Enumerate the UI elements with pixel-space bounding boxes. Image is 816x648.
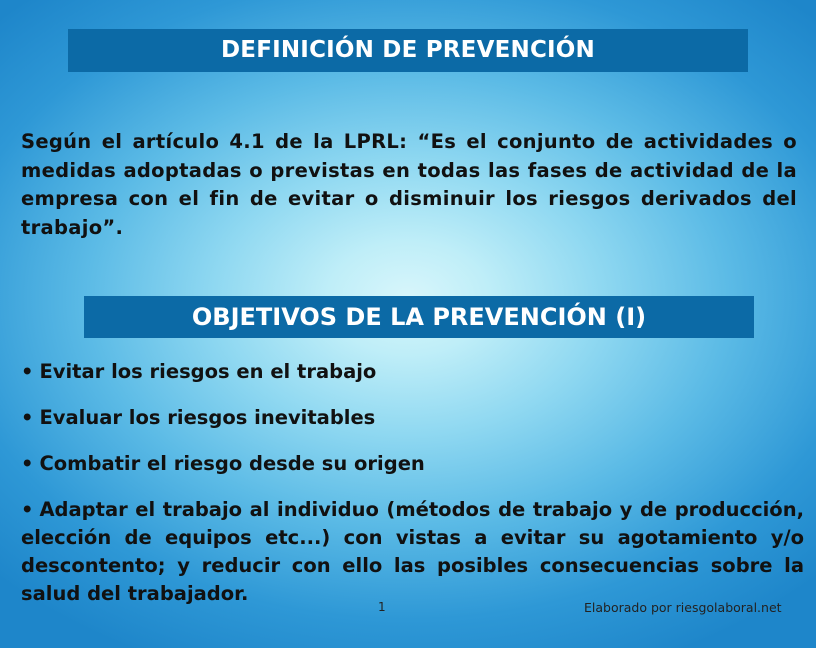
bullet-icon: • — [21, 406, 34, 429]
objectives-heading-banner — [84, 296, 754, 338]
definition-paragraph: Según el artículo 4.1 de la LPRL: “Es el conjunto de actividades o medidas adoptadas o previstas en todas las fases de actividad de la empresa con el fin de evitar o disminuir los riesgos derivados del trabajo”. — [21, 130, 797, 239]
objective-item — [21, 450, 804, 478]
objective-text: Adaptar el trabajo al individuo (métodos de trabajo y de producción, elección de equipos etc...) con vistas a evitar su agotamiento y/o descontento; y reducir con ello las posibles consecuencias sobre la salud del trabajador. — [21, 498, 804, 605]
objective-item — [21, 358, 804, 386]
bullet-icon: • — [21, 452, 34, 475]
footer-credit: Elaborado por riesgolaboral.net — [584, 600, 782, 615]
objective-text: Combatir el riesgo desde su origen — [39, 452, 425, 475]
bullet-icon: • — [21, 498, 34, 521]
definition-heading-banner — [68, 29, 748, 72]
objective-text: Evitar los riesgos en el trabajo — [39, 360, 377, 383]
objective-text: Evaluar los riesgos inevitables — [39, 406, 376, 429]
definition-heading: DEFINICIÓN DE PREVENCIÓN — [220, 37, 595, 63]
page-number: 1 — [378, 600, 386, 614]
bullet-icon: • — [21, 360, 34, 383]
objectives-heading: OBJETIVOS DE LA PREVENCIÓN (I) — [191, 303, 647, 331]
objective-item — [21, 496, 804, 608]
objective-item — [21, 404, 804, 432]
objectives-list — [21, 358, 804, 608]
